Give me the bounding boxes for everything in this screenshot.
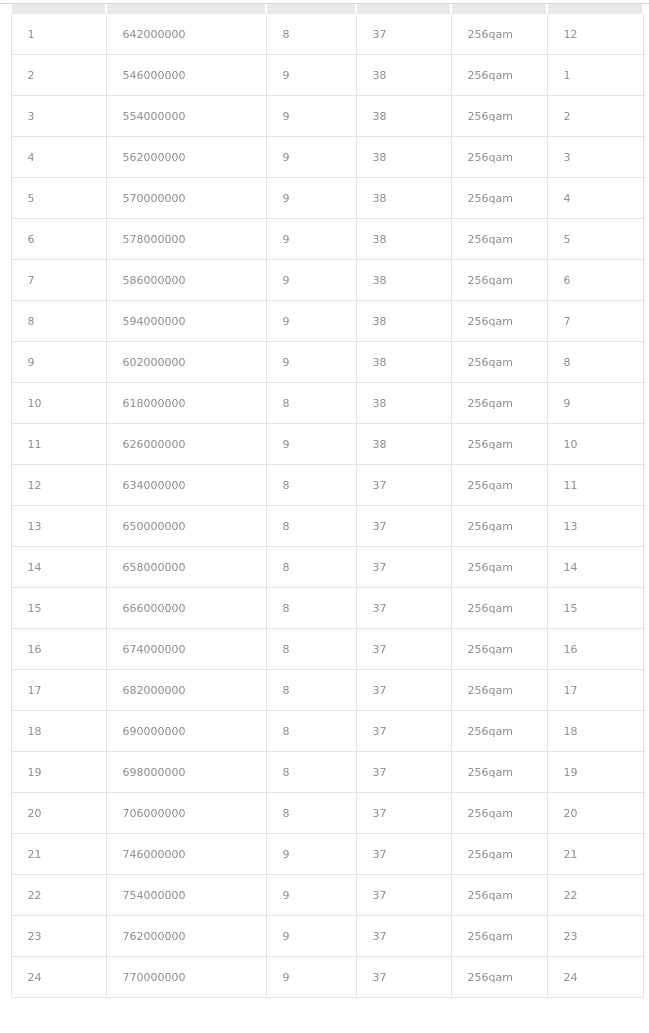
cell-modulation: 256qam	[451, 793, 547, 834]
cell-modulation: 256qam	[451, 137, 547, 178]
cell-modulation: 256qam	[451, 916, 547, 957]
cell-index: 10	[11, 383, 106, 424]
cell-snr: 37	[356, 711, 451, 752]
cell-modulation: 256qam	[451, 752, 547, 793]
cell-snr: 37	[356, 14, 451, 55]
cell-snr: 38	[356, 96, 451, 137]
cell-modulation: 256qam	[451, 547, 547, 588]
table-header-row	[11, 4, 643, 14]
column-header	[356, 4, 451, 14]
cell-index: 4	[11, 137, 106, 178]
cell-power: 9	[266, 178, 356, 219]
cell-power: 8	[266, 711, 356, 752]
table-row	[11, 14, 643, 55]
cell-frequency: 618000000	[106, 383, 266, 424]
table-body	[11, 14, 643, 998]
table-row	[11, 793, 643, 834]
table-row	[11, 342, 643, 383]
cell-modulation: 256qam	[451, 260, 547, 301]
cell-index: 7	[11, 260, 106, 301]
cell-channel-id: 24	[547, 957, 643, 998]
column-header	[547, 4, 643, 14]
cell-frequency: 634000000	[106, 465, 266, 506]
cell-index: 2	[11, 55, 106, 96]
column-header	[106, 4, 266, 14]
cell-channel-id: 1	[547, 55, 643, 96]
column-header	[266, 4, 356, 14]
cell-snr: 38	[356, 137, 451, 178]
cell-modulation: 256qam	[451, 506, 547, 547]
cell-power: 9	[266, 137, 356, 178]
cell-channel-id: 6	[547, 260, 643, 301]
cell-channel-id: 15	[547, 588, 643, 629]
cell-frequency: 658000000	[106, 547, 266, 588]
table-row	[11, 383, 643, 424]
cell-frequency: 754000000	[106, 875, 266, 916]
table-row	[11, 137, 643, 178]
cell-snr: 37	[356, 752, 451, 793]
table-row	[11, 547, 643, 588]
table-row	[11, 629, 643, 670]
cell-index: 16	[11, 629, 106, 670]
cell-frequency: 666000000	[106, 588, 266, 629]
cell-frequency: 578000000	[106, 219, 266, 260]
cell-frequency: 586000000	[106, 260, 266, 301]
cell-index: 8	[11, 301, 106, 342]
cell-power: 9	[266, 957, 356, 998]
cell-index: 12	[11, 465, 106, 506]
column-header	[451, 4, 547, 14]
cell-channel-id: 22	[547, 875, 643, 916]
cell-index: 14	[11, 547, 106, 588]
cell-index: 19	[11, 752, 106, 793]
cell-channel-id: 20	[547, 793, 643, 834]
channel-table-container	[10, 4, 642, 998]
cell-channel-id: 8	[547, 342, 643, 383]
cell-power: 9	[266, 260, 356, 301]
cell-modulation: 256qam	[451, 957, 547, 998]
cell-snr: 37	[356, 957, 451, 998]
cell-power: 8	[266, 383, 356, 424]
table-row	[11, 465, 643, 506]
cell-index: 9	[11, 342, 106, 383]
cell-power: 8	[266, 752, 356, 793]
cell-index: 13	[11, 506, 106, 547]
table-row	[11, 260, 643, 301]
cell-snr: 38	[356, 260, 451, 301]
cell-modulation: 256qam	[451, 711, 547, 752]
cell-snr: 37	[356, 629, 451, 670]
cell-modulation: 256qam	[451, 178, 547, 219]
channel-table	[10, 4, 644, 998]
cell-index: 21	[11, 834, 106, 875]
cell-modulation: 256qam	[451, 342, 547, 383]
table-row	[11, 752, 643, 793]
cell-index: 11	[11, 424, 106, 465]
table-row	[11, 55, 643, 96]
cell-power: 9	[266, 342, 356, 383]
cell-channel-id: 4	[547, 178, 643, 219]
cell-power: 9	[266, 834, 356, 875]
cell-snr: 37	[356, 547, 451, 588]
cell-modulation: 256qam	[451, 55, 547, 96]
cell-channel-id: 10	[547, 424, 643, 465]
cell-power: 9	[266, 916, 356, 957]
cell-power: 8	[266, 793, 356, 834]
cell-modulation: 256qam	[451, 219, 547, 260]
cell-channel-id: 19	[547, 752, 643, 793]
cell-channel-id: 17	[547, 670, 643, 711]
cell-frequency: 562000000	[106, 137, 266, 178]
table-row	[11, 219, 643, 260]
cell-snr: 37	[356, 506, 451, 547]
cell-channel-id: 21	[547, 834, 643, 875]
cell-frequency: 770000000	[106, 957, 266, 998]
cell-channel-id: 12	[547, 14, 643, 55]
cell-snr: 38	[356, 55, 451, 96]
cell-modulation: 256qam	[451, 629, 547, 670]
cell-power: 8	[266, 547, 356, 588]
cell-modulation: 256qam	[451, 875, 547, 916]
cell-modulation: 256qam	[451, 424, 547, 465]
cell-snr: 38	[356, 383, 451, 424]
cell-frequency: 642000000	[106, 14, 266, 55]
cell-channel-id: 9	[547, 383, 643, 424]
cell-frequency: 546000000	[106, 55, 266, 96]
cell-frequency: 690000000	[106, 711, 266, 752]
cell-power: 8	[266, 465, 356, 506]
cell-modulation: 256qam	[451, 670, 547, 711]
table-row	[11, 957, 643, 998]
cell-index: 22	[11, 875, 106, 916]
cell-channel-id: 18	[547, 711, 643, 752]
cell-snr: 37	[356, 916, 451, 957]
cell-index: 1	[11, 14, 106, 55]
cell-power: 9	[266, 424, 356, 465]
cell-frequency: 706000000	[106, 793, 266, 834]
table-row	[11, 711, 643, 752]
table-row	[11, 178, 643, 219]
cell-power: 9	[266, 301, 356, 342]
cell-modulation: 256qam	[451, 834, 547, 875]
cell-frequency: 570000000	[106, 178, 266, 219]
cell-frequency: 626000000	[106, 424, 266, 465]
cell-snr: 38	[356, 342, 451, 383]
cell-modulation: 256qam	[451, 588, 547, 629]
cell-frequency: 746000000	[106, 834, 266, 875]
cell-snr: 38	[356, 178, 451, 219]
cell-index: 15	[11, 588, 106, 629]
cell-channel-id: 16	[547, 629, 643, 670]
table-row	[11, 96, 643, 137]
cell-index: 3	[11, 96, 106, 137]
cell-power: 8	[266, 670, 356, 711]
cell-index: 17	[11, 670, 106, 711]
cell-power: 8	[266, 629, 356, 670]
table-row	[11, 506, 643, 547]
cell-modulation: 256qam	[451, 14, 547, 55]
table-row	[11, 424, 643, 465]
cell-channel-id: 2	[547, 96, 643, 137]
cell-index: 20	[11, 793, 106, 834]
cell-snr: 37	[356, 670, 451, 711]
cell-frequency: 674000000	[106, 629, 266, 670]
table-row	[11, 916, 643, 957]
cell-snr: 38	[356, 424, 451, 465]
table-row	[11, 834, 643, 875]
cell-index: 5	[11, 178, 106, 219]
cell-channel-id: 5	[547, 219, 643, 260]
cell-frequency: 554000000	[106, 96, 266, 137]
cell-channel-id: 7	[547, 301, 643, 342]
table-row	[11, 875, 643, 916]
cell-snr: 37	[356, 588, 451, 629]
cell-channel-id: 23	[547, 916, 643, 957]
cell-index: 6	[11, 219, 106, 260]
table-row	[11, 588, 643, 629]
table-row	[11, 670, 643, 711]
cell-snr: 38	[356, 219, 451, 260]
column-header	[11, 4, 106, 14]
cell-snr: 37	[356, 465, 451, 506]
cell-frequency: 594000000	[106, 301, 266, 342]
cell-power: 8	[266, 14, 356, 55]
cell-index: 18	[11, 711, 106, 752]
table-row	[11, 301, 643, 342]
cell-snr: 38	[356, 301, 451, 342]
cell-power: 9	[266, 96, 356, 137]
cell-power: 9	[266, 219, 356, 260]
cell-modulation: 256qam	[451, 465, 547, 506]
cell-channel-id: 3	[547, 137, 643, 178]
cell-power: 8	[266, 588, 356, 629]
cell-modulation: 256qam	[451, 301, 547, 342]
cell-snr: 37	[356, 875, 451, 916]
cell-power: 8	[266, 506, 356, 547]
cell-frequency: 650000000	[106, 506, 266, 547]
cell-channel-id: 13	[547, 506, 643, 547]
cell-frequency: 602000000	[106, 342, 266, 383]
cell-power: 9	[266, 875, 356, 916]
cell-channel-id: 11	[547, 465, 643, 506]
table-header	[11, 4, 643, 14]
cell-frequency: 762000000	[106, 916, 266, 957]
cell-channel-id: 14	[547, 547, 643, 588]
cell-snr: 37	[356, 793, 451, 834]
cell-index: 24	[11, 957, 106, 998]
cell-index: 23	[11, 916, 106, 957]
cell-frequency: 682000000	[106, 670, 266, 711]
cell-power: 9	[266, 55, 356, 96]
cell-modulation: 256qam	[451, 96, 547, 137]
cell-frequency: 698000000	[106, 752, 266, 793]
cell-snr: 37	[356, 834, 451, 875]
cell-modulation: 256qam	[451, 383, 547, 424]
